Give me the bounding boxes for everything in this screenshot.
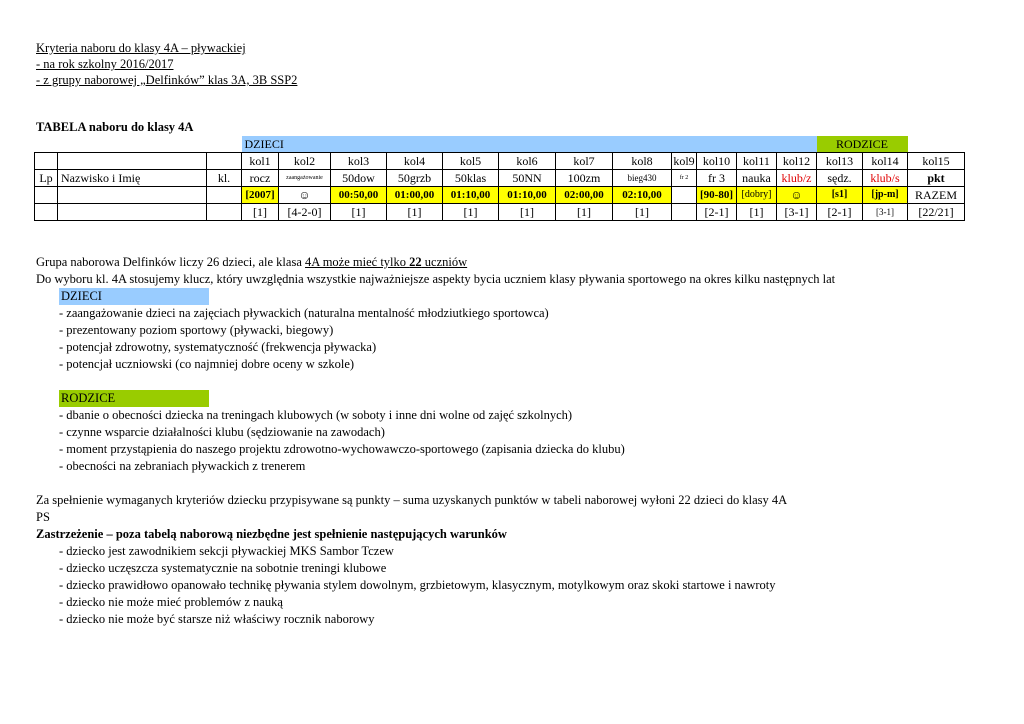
document-header <box>36 40 297 88</box>
points-cell <box>672 204 697 221</box>
col-header: kol11 <box>737 153 777 170</box>
header-line-3: - z grupy naborowej „Delfinków” klas 3A, 3B SSP2 <box>36 73 298 87</box>
points-cell: [1] <box>613 204 672 221</box>
norm-cell: 02:00,00 <box>556 187 613 204</box>
col-header: kol7 <box>556 153 613 170</box>
points-cell: [2-1] <box>697 204 737 221</box>
header-line-1: Kryteria naboru do klasy 4A – pływackiej <box>36 41 246 55</box>
points-cell: [1] <box>737 204 777 221</box>
label-cell: pkt <box>908 170 965 187</box>
label-cell: fr 3 <box>697 170 737 187</box>
points-cell: [2-1] <box>817 204 863 221</box>
label-cell: klub/z <box>777 170 817 187</box>
dzieci-label: DZIECI <box>59 288 209 305</box>
paragraph-points: Za spełnienie wymaganych kryteriów dziecku przypisywane są punkty – suma uzyskanych punktów w tabeli naborowej wyłoni 22 dzieci do klasy 4A <box>36 493 788 507</box>
dzieci-item: - potencjał uczniowski (co najmniej dobre oceny w szkole) <box>59 357 355 371</box>
table-title: TABELA naboru do klasy 4A <box>36 120 194 134</box>
label-cell: fr 2 <box>672 170 697 187</box>
ps-label: PS <box>36 510 50 524</box>
columns-row <box>35 153 965 170</box>
col-header: kol8 <box>613 153 672 170</box>
points-cell: [1] <box>443 204 499 221</box>
norm-cell: 01:00,00 <box>387 187 443 204</box>
paragraph-group-size: Grupa naborowa Delfinków liczy 26 dzieci, ale klasa 4A może mieć tylko 22 uczniów <box>36 255 468 269</box>
norm-cell: [jp-m] <box>863 187 908 204</box>
col-header: kol3 <box>331 153 387 170</box>
points-cell: [1] <box>556 204 613 221</box>
group-rodzice: RODZICE <box>817 136 908 153</box>
dzieci-item: - zaangażowanie dzieci na zajęciach pływackich (naturalna mentalność młodziutkiego sportowca) <box>59 306 549 320</box>
norm-cell: [2007] <box>242 187 279 204</box>
points-cell: [22/21] <box>908 204 965 221</box>
rodzice-label: RODZICE <box>59 390 209 407</box>
col-header: kol10 <box>697 153 737 170</box>
col-header: kol9 <box>673 154 695 168</box>
points-cell: [4-2-0] <box>279 204 331 221</box>
norm-cell: 01:10,00 <box>443 187 499 204</box>
norm-cell: RAZEM <box>908 187 965 204</box>
group-dzieci: DZIECI <box>242 136 817 153</box>
label-cell: 50NN <box>499 170 556 187</box>
condition-item: - dziecko jest zawodnikiem sekcji pływackiej MKS Sambor Tczew <box>59 544 394 558</box>
rodzice-item: - moment przystąpienia do naszego projektu zdrowotno-wychowawczo-sportowego (zapisania dziecka do klubu) <box>59 442 625 456</box>
col-header: kol2 <box>279 153 331 170</box>
norms-row <box>35 187 965 204</box>
document-body <box>36 254 996 628</box>
label-cell: nauka <box>737 170 777 187</box>
rodzice-item: - czynne wsparcie działalności klubu (sędziowanie na zawodach) <box>59 425 385 439</box>
rodzice-item: - dbanie o obecności dziecka na treningach klubowych (w soboty i inne dni wolne od zajęć szkolnych) <box>59 408 573 422</box>
lp-header: Lp <box>35 170 58 187</box>
points-row <box>35 204 965 221</box>
condition-item: - dziecko nie może być starsze niż właściwy rocznik naborowy <box>59 612 375 626</box>
condition-item: - dziecko nie może mieć problemów z nauką <box>59 595 283 609</box>
paragraph-key: Do wyboru kl. 4A stosujemy klucz, który uwzględnia wszystkie najważniejsze aspekty bycia uczniem klasy pływania sportowego na okres kilku następnych lat <box>36 272 836 286</box>
col-header: kol1 <box>242 153 279 170</box>
name-header: Nazwisko i Imię <box>58 170 207 187</box>
col-header: kol6 <box>499 153 556 170</box>
col-header: kol12 <box>777 153 817 170</box>
points-cell: [1] <box>331 204 387 221</box>
norm-cell: ☺ <box>279 187 331 204</box>
label-cell: zaangażowanie <box>279 170 331 187</box>
label-cell: 50dow <box>331 170 387 187</box>
col-header: kol5 <box>443 153 499 170</box>
points-cell: [3-1] <box>777 204 817 221</box>
label-cell: 50klas <box>443 170 499 187</box>
label-cell: klub/s <box>863 170 908 187</box>
norm-cell: [dobry] <box>737 187 777 204</box>
norm-cell <box>672 187 697 204</box>
dzieci-item: - potencjał zdrowotny, systematyczność (frekwencja pływacka) <box>59 340 377 354</box>
col-header: kol15 <box>908 153 965 170</box>
group-header-row <box>35 136 965 153</box>
col-header: kol13 <box>817 153 863 170</box>
points-cell: [1] <box>499 204 556 221</box>
warning-heading: Zastrzeżenie – poza tabelą naborową niezbędne jest spełnienie następujących warunków <box>36 527 507 541</box>
norm-cell: 02:10,00 <box>613 187 672 204</box>
condition-item: - dziecko prawidłowo opanowało technikę pływania stylem dowolnym, grzbietowym, klasycznym, motylkowym oraz skoki startowe i nawroty <box>59 578 776 592</box>
class-header: kl. <box>207 170 242 187</box>
label-cell: bieg430 <box>613 170 672 187</box>
labels-row <box>35 170 965 187</box>
dzieci-item: - prezentowany poziom sportowy (pływacki, biegowy) <box>59 323 334 337</box>
norm-cell: [s1] <box>817 187 863 204</box>
label-cell: rocz <box>242 170 279 187</box>
condition-item: - dziecko uczęszcza systematycznie na sobotnie treningi klubowe <box>59 561 387 575</box>
rodzice-item: - obecności na zebraniach pływackich z trenerem <box>59 459 306 473</box>
label-cell: 100zm <box>556 170 613 187</box>
col-header: kol14 <box>863 153 908 170</box>
norm-cell: 00:50,00 <box>331 187 387 204</box>
points-cell: [1] <box>387 204 443 221</box>
norm-cell: [90-80] <box>697 187 737 204</box>
col-header: kol4 <box>387 153 443 170</box>
header-line-2: - na rok szkolny 2016/2017 <box>36 57 174 71</box>
label-cell: 50grzb <box>387 170 443 187</box>
recruitment-table <box>34 136 965 221</box>
norm-cell: ☺ <box>777 187 817 204</box>
points-cell: [3-1] <box>863 204 908 221</box>
norm-cell: 01:10,00 <box>499 187 556 204</box>
label-cell: sędz. <box>817 170 863 187</box>
points-cell: [1] <box>242 204 279 221</box>
